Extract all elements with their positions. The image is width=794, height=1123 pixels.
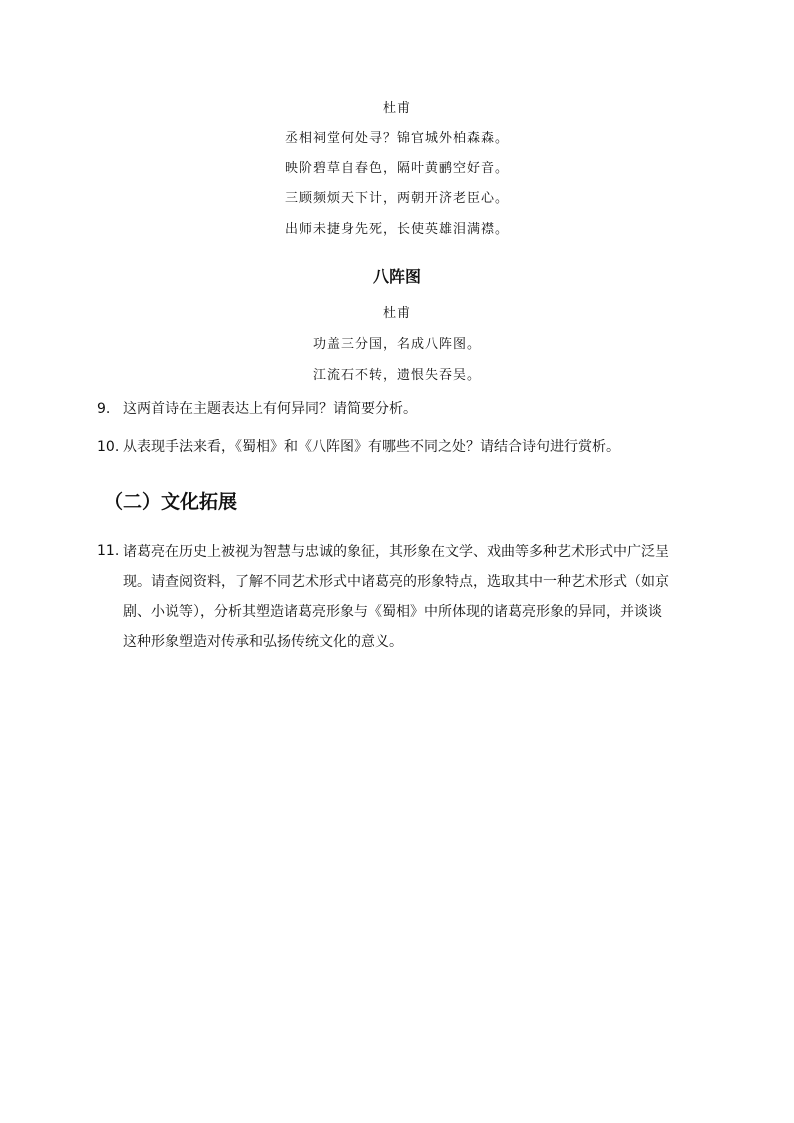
question-text: 从表现手法来看，《蜀相》和《八阵图》有哪些不同之处？请结合诗句进行赏析。 <box>123 439 620 455</box>
question-10 <box>97 436 620 456</box>
poem1-line-2: 映阶碧草自春色，隔叶黄鹂空好音。 <box>284 161 509 176</box>
poem1-line-1: 丞相祠堂何处寻？锦官城外柏森森。 <box>284 131 509 146</box>
poem2-line-2: 江流石不转，遗恨失吞吴。 <box>312 368 481 383</box>
section-heading: （二）文化拓展 <box>104 491 238 513</box>
poem1-author: 杜甫 <box>382 101 411 116</box>
poem2-line-1: 功盖三分国，名成八阵图。 <box>312 337 481 352</box>
question-text-line: 这种形象塑造对传承和弘扬传统文化的意义。 <box>123 634 403 650</box>
question-9 <box>97 398 417 418</box>
question-text: 这两首诗在主题表达上有何异同？请简要分析。 <box>123 401 417 417</box>
poem2-title: 八阵图 <box>372 267 421 286</box>
question-text-line: 剧、小说等），分析其塑造诸葛亮形象与《蜀相》中所体现的诸葛亮形象的异同，并谈谈 <box>123 604 662 620</box>
question-text-line: 现。请查阅资料，了解不同艺术形式中诸葛亮的形象特点，选取其中一种艺术形式（如京 <box>123 574 669 590</box>
question-number: 11. <box>97 543 120 559</box>
question-text-line: 诸葛亮在历史上被视为智慧与忠诚的象征，其形象在文学、戏曲等多种艺术形式中广泛呈 <box>123 544 669 560</box>
poem1-line-4: 出师未捷身先死，长使英雄泪满襟。 <box>284 222 509 237</box>
question-number: 10. <box>97 439 120 455</box>
poem1-line-3: 三顾频烦天下计，两朝开济老臣心。 <box>284 191 509 206</box>
question-text <box>123 537 707 657</box>
question-number: 9. <box>97 401 111 417</box>
poem2-author: 杜甫 <box>382 306 411 321</box>
question-11 <box>97 537 707 657</box>
